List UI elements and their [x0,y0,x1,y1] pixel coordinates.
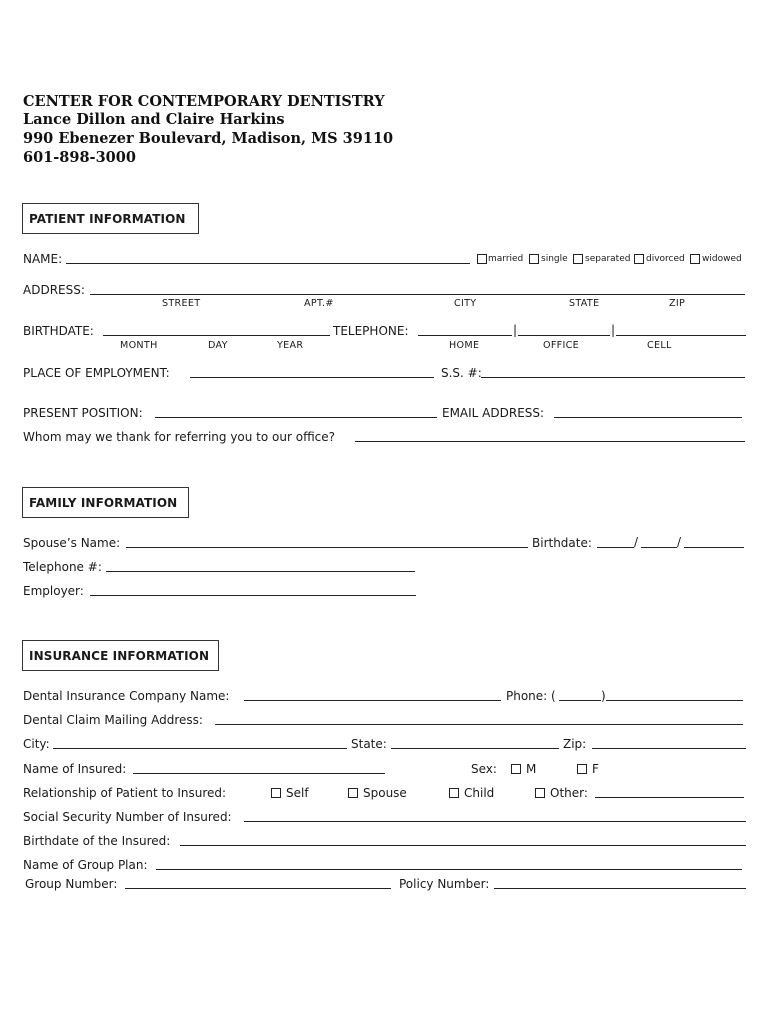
relationship-child-checkbox[interactable] [449,788,459,798]
cell-sublabel: CELL [647,340,672,351]
relationship-self-label: Self [286,786,309,800]
insurance-state-label: State: [351,737,387,751]
city-sublabel: CITY [454,298,477,309]
insured-name-field[interactable] [133,773,385,774]
married-label: married [488,254,524,264]
insurance-zip-field[interactable] [592,748,746,749]
birthdate-label: BIRTHDATE: [23,324,94,338]
single-label: single [541,254,568,264]
insurance-state-field[interactable] [391,748,559,749]
phone-divider-2: | [611,323,616,337]
widowed-checkbox[interactable] [690,254,700,264]
group-number-field[interactable] [125,888,391,889]
relationship-spouse-checkbox[interactable] [348,788,358,798]
birthdate-field[interactable] [103,335,330,336]
month-sublabel: MONTH [120,340,158,351]
referral-label: Whom may we thank for referring you to our office? [23,430,336,444]
day-sublabel: DAY [208,340,228,351]
dentist-names: Lance Dillon and Claire Harkins [23,111,285,128]
practice-address: 990 Ebenezer Boulevard, Madison, MS 39110 [23,130,394,147]
insurance-city-field[interactable] [53,748,347,749]
spouse-label: Spouse’s Name: [23,536,121,550]
relationship-self-checkbox[interactable] [271,788,281,798]
insurance-phone-field[interactable] [606,700,743,701]
date-slash-1: / [634,535,639,549]
home-phone-field[interactable] [418,335,512,336]
insurance-zip-label: Zip: [563,737,587,751]
separated-label: separated [585,254,631,264]
divorced-checkbox[interactable] [634,254,644,264]
home-sublabel: HOME [449,340,480,351]
name-label: NAME: [23,252,63,266]
sex-m-checkbox[interactable] [511,764,521,774]
insurance-section-title: INSURANCE INFORMATION [22,640,219,671]
employment-label: PLACE OF EMPLOYMENT: [23,366,170,380]
practice-name: CENTER FOR CONTEMPORARY DENTISTRY [23,93,385,110]
address-label: ADDRESS: [23,283,85,297]
practice-phone: 601-898-3000 [23,149,136,166]
office-phone-field[interactable] [518,335,610,336]
relationship-child-label: Child [464,786,495,800]
employment-field[interactable] [190,377,434,378]
telephone-label: TELEPHONE: [333,324,409,338]
policy-number-label: Policy Number: [399,877,490,891]
group-number-label: Group Number: [25,877,118,891]
relationship-other-label: Other: [550,786,588,800]
insured-ssn-field[interactable] [244,821,746,822]
insurance-company-label: Dental Insurance Company Name: [23,689,230,703]
email-field[interactable] [554,417,742,418]
spouse-birthdate-label: Birthdate: [532,536,592,550]
insurance-phone-label: Phone: ( [506,689,556,703]
employer-field[interactable] [90,595,416,596]
position-label: PRESENT POSITION: [23,406,143,420]
referral-field[interactable] [355,441,745,442]
ss-label: S.S. #: [441,366,482,380]
sex-f-checkbox[interactable] [577,764,587,774]
spouse-birth-day-field[interactable] [641,547,677,548]
divorced-label: divorced [646,254,685,264]
year-sublabel: YEAR [277,340,304,351]
spouse-birth-year-field[interactable] [684,547,744,548]
apt-sublabel: APT.# [304,298,334,309]
separated-checkbox[interactable] [573,254,583,264]
phone-divider-1: | [513,323,518,337]
ss-field[interactable] [481,377,745,378]
insurance-area-code-field[interactable] [559,700,601,701]
insurance-phone-paren: ) [601,689,606,703]
single-checkbox[interactable] [529,254,539,264]
address-field[interactable] [90,294,745,295]
date-slash-2: / [677,535,682,549]
sex-label: Sex: [471,762,497,776]
policy-number-field[interactable] [494,888,746,889]
group-plan-label: Name of Group Plan: [23,858,148,872]
insured-name-label: Name of Insured: [23,762,127,776]
relationship-spouse-label: Spouse [363,786,407,800]
insured-birthdate-field[interactable] [180,845,746,846]
insured-ssn-label: Social Security Number of Insured: [23,810,232,824]
name-field[interactable] [66,263,470,264]
cell-phone-field[interactable] [616,335,746,336]
state-sublabel: STATE [569,298,600,309]
widowed-label: widowed [702,254,742,264]
sex-m-label: M [526,762,537,776]
spouse-telephone-label: Telephone #: [23,560,102,574]
relationship-other-field[interactable] [595,797,744,798]
mailing-address-label: Dental Claim Mailing Address: [23,713,203,727]
insurance-company-field[interactable] [244,700,501,701]
zip-sublabel: ZIP [669,298,686,309]
email-label: EMAIL ADDRESS: [442,406,545,420]
insured-birthdate-label: Birthdate of the Insured: [23,834,171,848]
married-checkbox[interactable] [477,254,487,264]
sex-f-label: F [592,762,599,776]
group-plan-field[interactable] [156,869,742,870]
spouse-birth-month-field[interactable] [597,547,634,548]
mailing-address-field[interactable] [215,724,743,725]
relationship-other-checkbox[interactable] [535,788,545,798]
family-section-title: FAMILY INFORMATION [22,487,189,518]
office-sublabel: OFFICE [543,340,579,351]
employer-label: Employer: [23,584,84,598]
position-field[interactable] [155,417,437,418]
patient-section-title: PATIENT INFORMATION [22,203,199,234]
insurance-city-label: City: [23,737,50,751]
relationship-label: Relationship of Patient to Insured: [23,786,227,800]
street-sublabel: STREET [162,298,201,309]
spouse-field[interactable] [126,547,528,548]
spouse-telephone-field[interactable] [106,571,415,572]
